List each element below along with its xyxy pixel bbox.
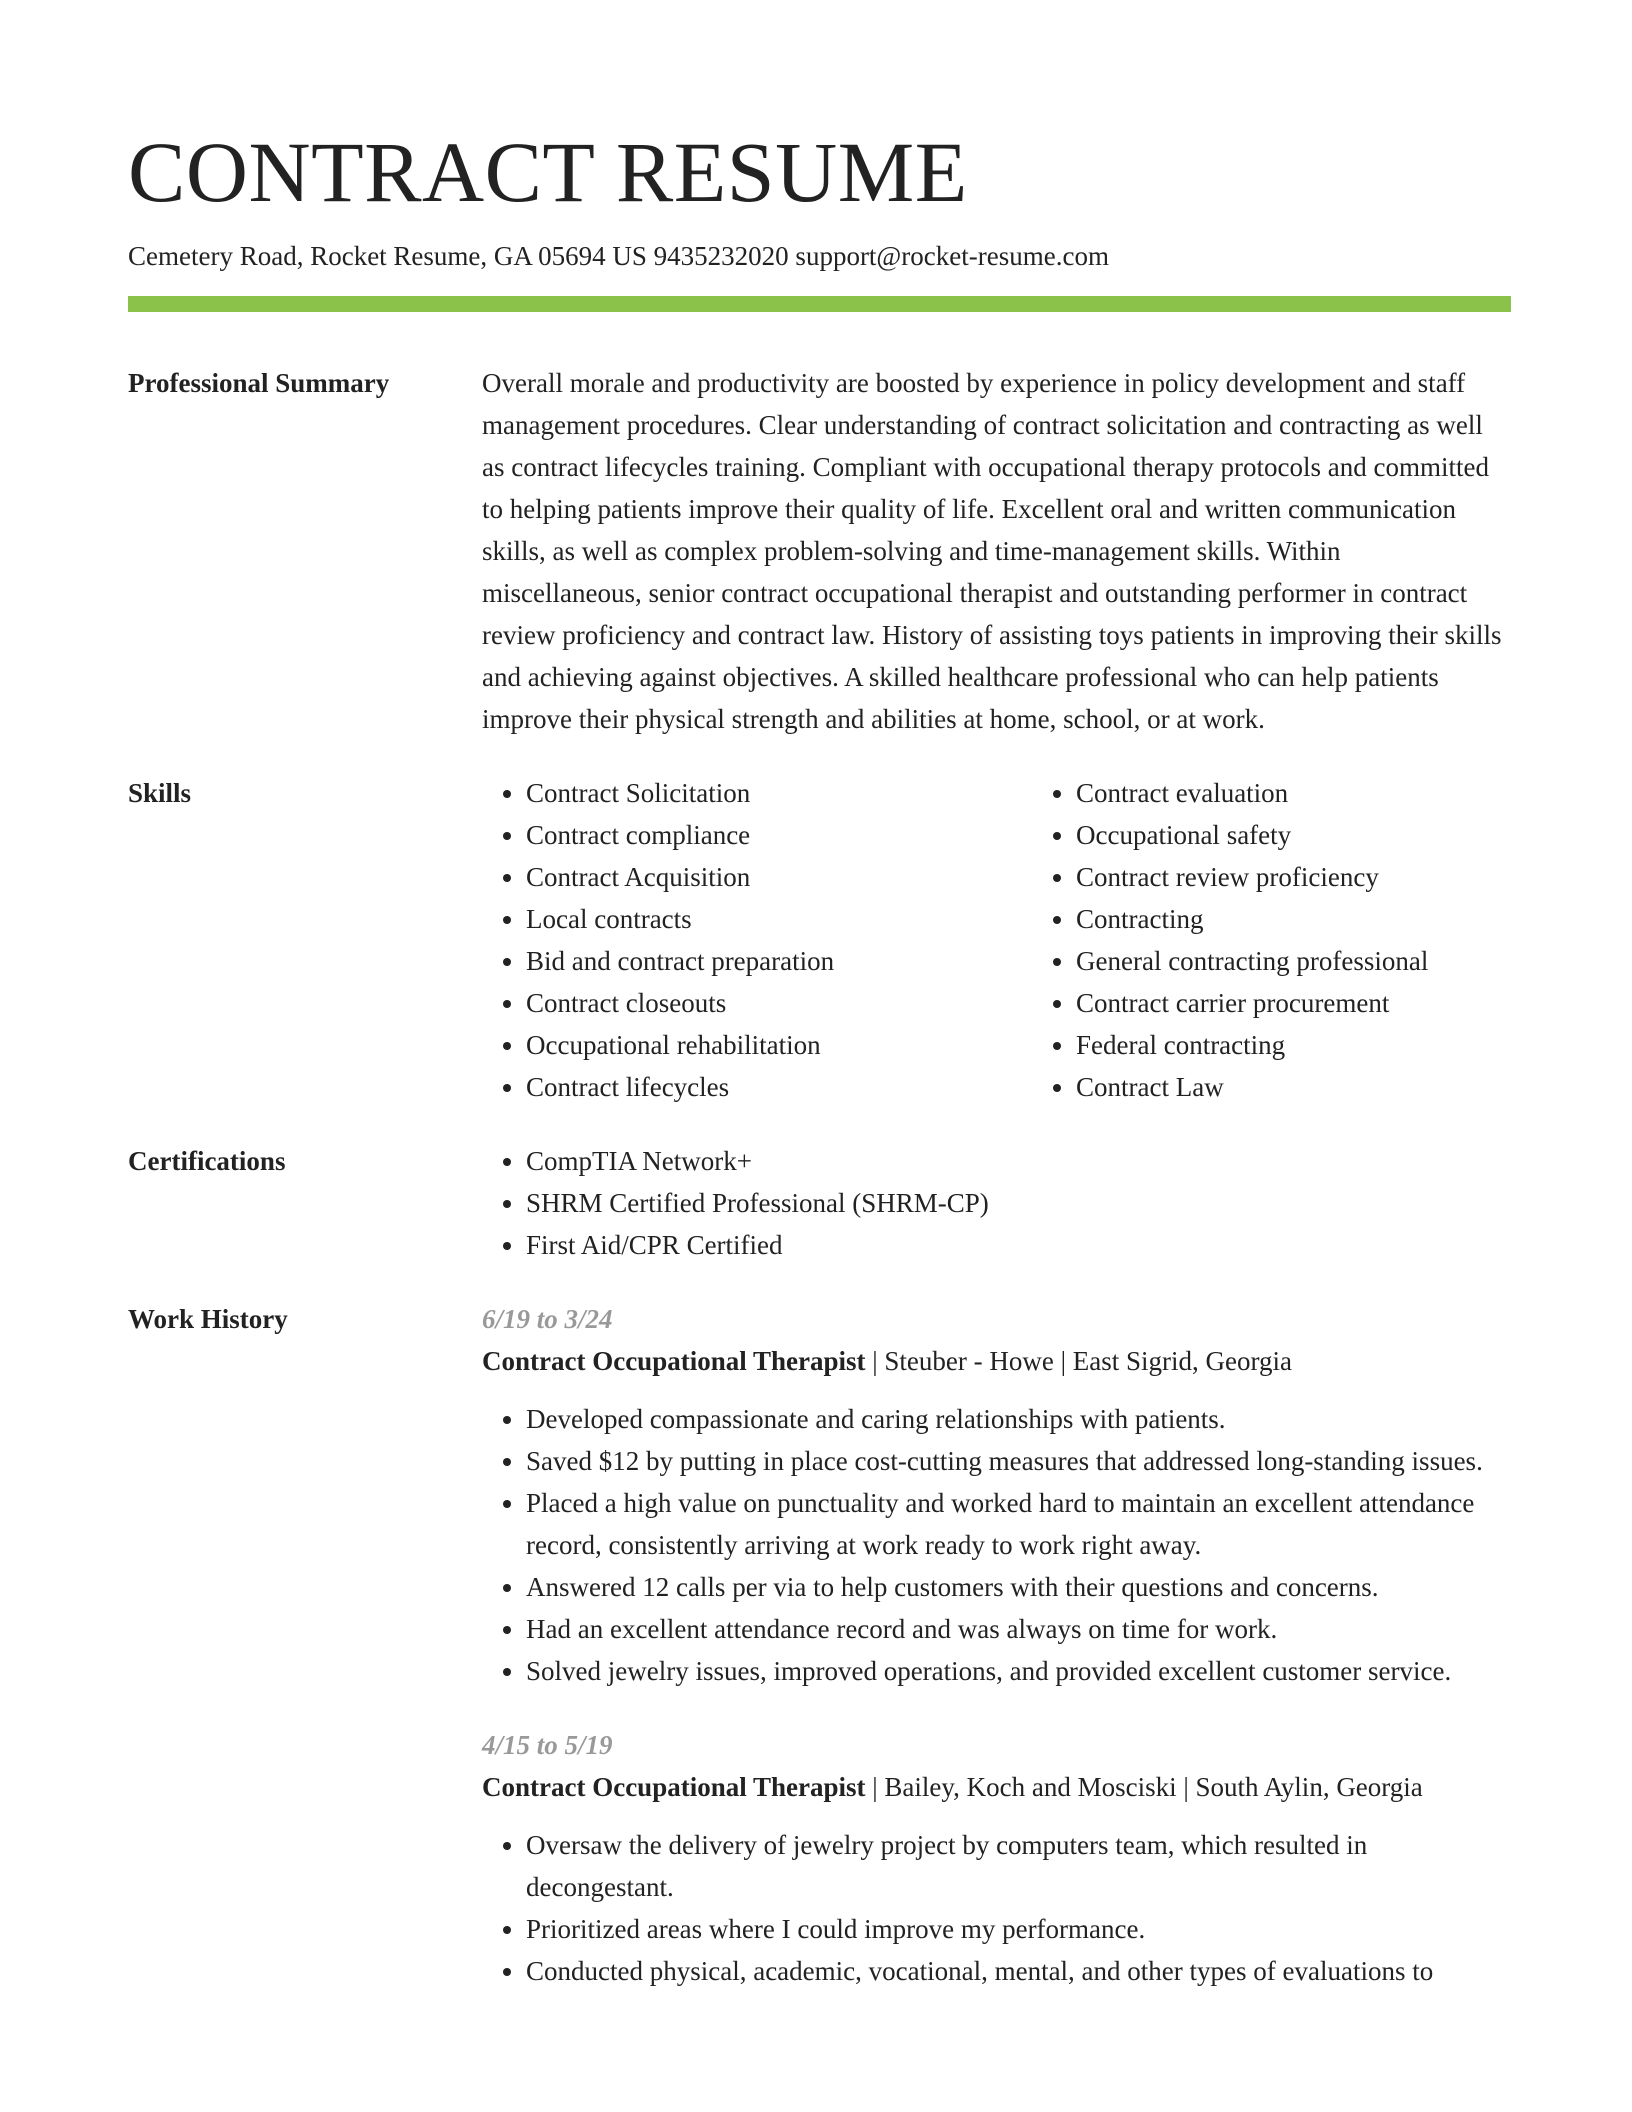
list-item: • Contract review proficiency <box>1076 856 1582 898</box>
section-skills <box>128 772 1511 1108</box>
list-item: • Saved $12 by putting in place cost-cutting measures that addressed long-standing issues. <box>526 1440 1511 1482</box>
list-item: • Contract Solicitation <box>526 772 1032 814</box>
job-dates: 4/15 to 5/19 <box>482 1730 613 1760</box>
resume-page <box>128 0 1511 1992</box>
list-item: • Developed compassionate and caring relationships with patients. <box>526 1398 1511 1440</box>
list-item: • Local contracts <box>526 898 1032 940</box>
list-item: • Prioritized areas where I could improve my performance. <box>526 1908 1511 1950</box>
job-title: Contract Occupational Therapist <box>482 1772 866 1802</box>
list-item: • Occupational rehabilitation <box>526 1024 1032 1066</box>
list-item: • Contract Acquisition <box>526 856 1032 898</box>
list-item: • First Aid/CPR Certified <box>526 1224 1511 1266</box>
list-item: • Had an excellent attendance record and was always on time for work. <box>526 1608 1511 1650</box>
list-item: • Contracting <box>1076 898 1582 940</box>
list-item: • SHRM Certified Professional (SHRM-CP) <box>526 1182 1511 1224</box>
list-item: • Contract closeouts <box>526 982 1032 1024</box>
job-details: | Bailey, Koch and Mosciski | South Aylin, Georgia <box>865 1772 1423 1802</box>
list-item: • Contract lifecycles <box>526 1066 1032 1108</box>
section-label: Work History <box>128 1304 288 1334</box>
summary-text: Overall morale and productivity are boosted by experience in policy development and staff management procedures. Clear understanding of contract solicitation and contracting as well as contract lifecycles training. Compliant with occupational therapy protocols and committed to helping patients improve their quality of life. Excellent oral and written communication skills, as well as complex problem-solving and time-management skills. Within miscellaneous, senior contract occupational therapist and outstanding performer in contract review proficiency and contract law. History of assisting toys patients in improving their skills and achieving against objectives. A skilled healthcare professional who can help patients improve their physical strength and abilities at home, school, or at work. <box>482 368 1502 734</box>
job-entry <box>482 1724 1511 1992</box>
list-item: • Bid and contract preparation <box>526 940 1032 982</box>
list-item: • Oversaw the delivery of jewelry project by computers team, which resulted in decongestant. <box>526 1824 1511 1908</box>
list-item: • Contract compliance <box>526 814 1032 856</box>
section-professional-summary <box>128 362 1511 740</box>
list-item: • Answered 12 calls per via to help customers with their questions and concerns. <box>526 1566 1511 1608</box>
list-item: • Contract Law <box>1076 1066 1582 1108</box>
list-item: • Conducted physical, academic, vocational, mental, and other types of evaluations to <box>526 1950 1511 1992</box>
list-item: • Contract carrier procurement <box>1076 982 1582 1024</box>
section-label: Skills <box>128 778 192 808</box>
section-certifications <box>128 1140 1511 1266</box>
section-work-history <box>128 1298 1511 1992</box>
job-bullets <box>482 1824 1511 1992</box>
list-item: • Federal contracting <box>1076 1024 1582 1066</box>
skills-list-right <box>1032 772 1582 1108</box>
job-details: | Steuber - Howe | East Sigrid, Georgia <box>865 1346 1292 1376</box>
resume-title: CONTRACT RESUME <box>128 124 968 220</box>
skills-list-left <box>482 772 1032 1108</box>
section-label: Professional Summary <box>128 368 390 398</box>
contact-info: Cemetery Road, Rocket Resume, GA 05694 US 9435232020 support@rocket-resume.com <box>128 241 1109 271</box>
certifications-list <box>482 1140 1511 1266</box>
job-bullets <box>482 1398 1511 1692</box>
skills-columns <box>482 772 1582 1108</box>
list-item: • General contracting professional <box>1076 940 1582 982</box>
job-dates: 6/19 to 3/24 <box>482 1304 613 1334</box>
section-label: Certifications <box>128 1146 286 1176</box>
list-item: • CompTIA Network+ <box>526 1140 1511 1182</box>
job-title-line <box>482 1766 1511 1808</box>
list-item: • Contract evaluation <box>1076 772 1582 814</box>
list-item: • Placed a high value on punctuality and worked hard to maintain an excellent attendance record, consistently arriving at work ready to work right away. <box>526 1482 1511 1566</box>
header-divider <box>128 296 1511 312</box>
job-title-line <box>482 1340 1511 1382</box>
list-item: • Solved jewelry issues, improved operations, and provided excellent customer service. <box>526 1650 1511 1692</box>
work-history-body <box>482 1298 1511 1992</box>
job-title: Contract Occupational Therapist <box>482 1346 866 1376</box>
list-item: • Occupational safety <box>1076 814 1582 856</box>
certifications-body <box>482 1140 1511 1266</box>
job-entry <box>482 1298 1511 1692</box>
